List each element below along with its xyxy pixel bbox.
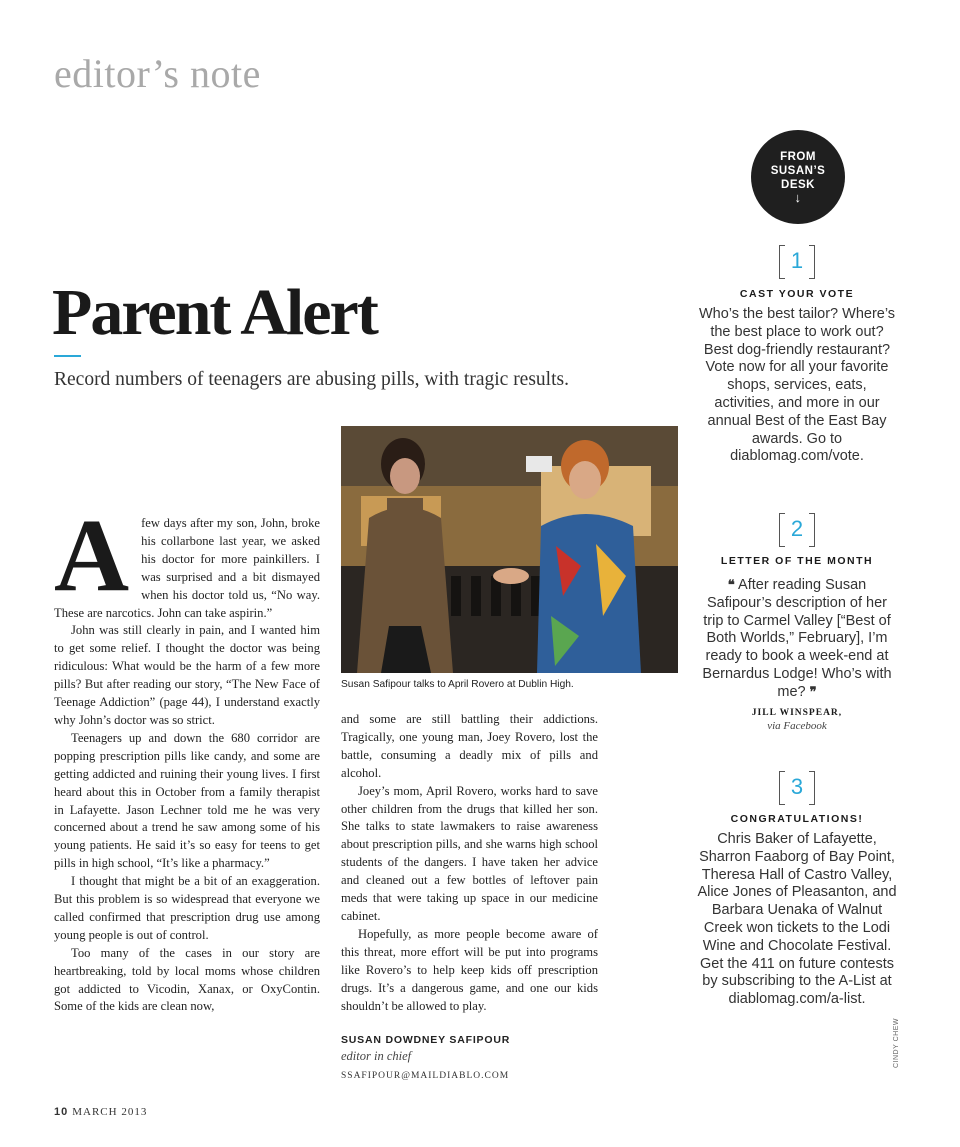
sidebar-quote: ❝ After reading Susan Safipour’s description of her trip to Carmel Valley [“Best of Both Worlds,” February], I’m ready to book a week-end at Bernardus Lodge! Who’s with me? ❞: [702, 577, 892, 700]
sidebar-heading: LETTER OF THE MONTH: [720, 555, 874, 567]
quote-source: via Facebook: [767, 720, 827, 732]
article-paragraph: Too many of the cases in our story are heartbreaking, told by local moms whose children got addicted to Vicodin, Xanax, or OxyContin. Some of the kids are clean now,: [54, 945, 320, 1014]
page-folio: [54, 1106, 147, 1118]
signature-email: SSAFIPOUR@MAILDIABLO.COM: [341, 1071, 510, 1081]
article-deck: Record numbers of teenagers are abusing pills, with tragic results.: [54, 369, 569, 390]
arrow-down-icon: ↓: [794, 190, 802, 205]
sidebar-heading: CONGRATULATIONS!: [730, 813, 864, 825]
article-paragraph: and some are still battling their addictions. Tragically, one young man, Joey Rovero, lost the battle, consuming a deadly mix of pills and alcohol.: [341, 712, 598, 780]
quote-byline: JILL WINSPEAR,: [751, 708, 843, 718]
photo-credit: CINDY CHEW: [893, 1018, 900, 1068]
article-paragraph: Hopefully, as more people become aware of this threat, more effort will be put into programs like Rovero’s to help keep kids off prescription drugs. It’s a dangerous game, and one our kids shouldn’t be allowed to play.: [341, 926, 598, 1013]
headline-accent-rule: [54, 355, 81, 357]
article-headline: Parent Alert: [52, 276, 377, 349]
sidebar-text: Chris Baker of Lafayette, Sharron Faaborg of Bay Point, Theresa Hall of Castro Valley, Alice Jones of Pleasanton, and Barbara Uenaka of Walnut Creek won tickets to the Lodi Wine and Chocolate Festival. Get the 411 on future contests by subscribing to the A-List at diablomag.com/a-list.: [697, 831, 897, 1008]
sidebar-text: Who’s the best tailor? Where’s the best place to work out? Best dog-friendly restaurant? Vote now for all your favorite shops, services, eats, activities, and more in our annual Best of the East Bay awards. Go to diablomag.com/vote.: [698, 306, 896, 465]
item-number-box: 1: [779, 245, 815, 279]
article-paragraph: Joey’s mom, April Rovero, works hard to save other children from the drugs that killed her son. She talks to state lawmakers to raise awareness about prescription pills, and she warns high school students of the dangers. I have taken her advice and cleaned out a few bottles of leftover pain meds that were taking up space in our medicine cabinet.: [341, 783, 598, 923]
from-susans-desk-badge: FROM SUSAN’S DESK ↓: [751, 130, 845, 224]
issue-date: MARCH 2013: [72, 1106, 148, 1118]
signature-name: SUSAN DOWDNEY SAFIPOUR: [341, 1034, 511, 1046]
article-paragraph: Afew days after my son, John, broke his collarbone last year, we asked his doctor for more painkillers. I was surprised and a bit dismayed when his doctor told us, “No way. These are narcotics. John can take aspirin.”: [54, 498, 320, 620]
article-photo: [341, 426, 678, 673]
article-paragraph: John was still clearly in pain, and I wanted him to get some relief. I thought the doctor was being ridiculous: What would be the harm of a few more pills? But after reading our story, “The New Face of Teenage Addiction” (page 44), I understand exactly why John’s doctor was so strict.: [54, 623, 320, 727]
article-column-1: [54, 498, 320, 1016]
sidebar-item-2: [697, 513, 897, 743]
article-paragraph: Teenagers up and down the 680 corridor are popping prescription pills like candy, and some are getting addicted and ruining their young lives. I first heard about this in October from a family therapist in Lafayette. Jason Lechner told me he was very concerned about a trend he saw among some of his young patients. He said it’s so easy for teens to get pills in high school, “It’s like a pharmacy.”: [54, 730, 320, 871]
article-column-2: [341, 711, 598, 1015]
quote-close-icon: ❞: [809, 684, 817, 700]
page-number: 10: [54, 1106, 69, 1118]
section-label: editor’s note: [54, 51, 261, 96]
signature-title: editor in chief: [341, 1049, 412, 1063]
photo-caption: Susan Safipour talks to April Rovero at Dublin High.: [341, 679, 574, 690]
drop-cap: A: [54, 498, 130, 613]
photo-illustration: [341, 426, 678, 673]
item-number-box: 3: [779, 771, 815, 805]
item-number-box: 2: [779, 513, 815, 547]
sidebar-item-1: [697, 245, 897, 485]
quote-open-icon: ❝: [727, 578, 735, 593]
sidebar-item-3: [697, 771, 897, 1051]
article-paragraph: I thought that might be a bit of an exaggeration. But this problem is so widespread that everyone we called confirmed that prescription drug use among young people is out of control.: [54, 874, 320, 942]
sidebar-heading: CAST YOUR VOTE: [739, 288, 855, 300]
